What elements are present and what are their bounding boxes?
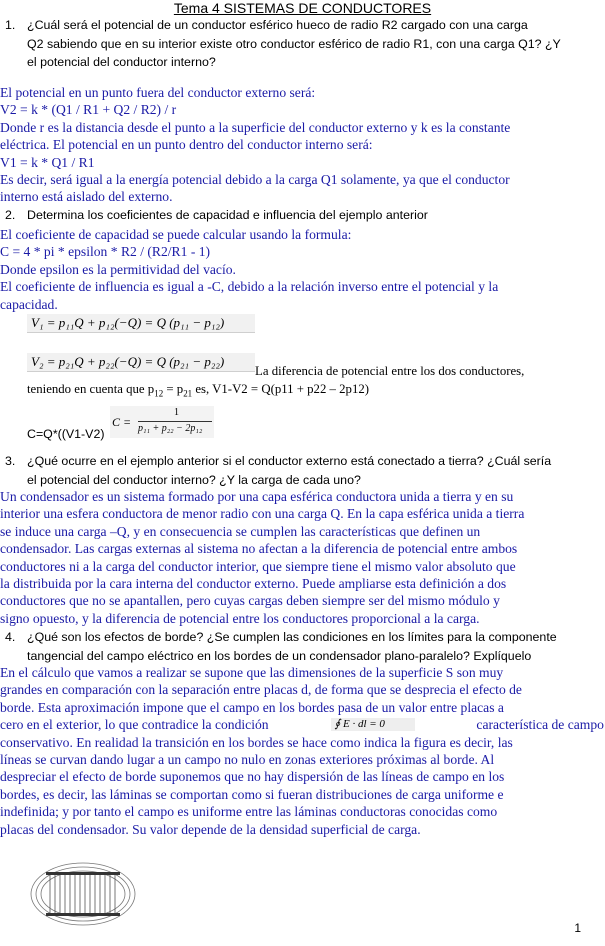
answer-4 bbox=[0, 664, 604, 838]
answer-2-line: C = 4 * pi * epsilon * R2 / (R2/R1 - 1) bbox=[0, 244, 211, 260]
answer-1-line: V2 = k * (Q1 / R1 + Q2 / R2) / r bbox=[0, 102, 177, 118]
formula-v2-image: V₂ = p₂₁Q + p₂₂(−Q) = Q (p₂₁ − p₂₂) bbox=[27, 353, 255, 372]
conservative-field-formula: ∮ E · dl = 0 bbox=[331, 718, 415, 731]
answer-2-line: capacidad. bbox=[0, 296, 58, 312]
answer-2-line: El coeficiente de influencia es igual a -C, debido a la relación inverso entre el potencial y la bbox=[0, 279, 499, 295]
answer-3-line: Un condensador es un sistema formado por una capa esférica conductora unida a tierra y en su bbox=[0, 489, 514, 504]
question-1 bbox=[5, 16, 604, 72]
fraction-bar bbox=[138, 421, 212, 422]
answer-4-line: conservativo. En realidad la transición en los bordes se hace como indica la figura es decir, las bbox=[0, 734, 513, 750]
bottom-plate bbox=[46, 913, 120, 916]
condition-text-b: característica de campo bbox=[476, 717, 604, 733]
answer-2-line: Donde epsilon es la permitividad del vacío. bbox=[0, 261, 236, 277]
answer-4-condition-line bbox=[0, 716, 604, 733]
pd-text-a: teniendo en cuenta que p bbox=[27, 382, 155, 396]
answer-4-line: grandes en comparación con la separación entre placas d, de forma que se desprecia el efecto de bbox=[0, 682, 522, 698]
document-title: Tema 4 SISTEMAS DE CONDUCTORES bbox=[173, 0, 432, 16]
formula-v1-image: V₁ = p₁₁Q + p₁₂(−Q) = Q (p₁₁ − p₁₂) bbox=[27, 314, 255, 333]
capacitance-equation-text: C=Q*((V1-V2) bbox=[27, 427, 105, 441]
potential-difference-text-2 bbox=[27, 380, 369, 403]
answer-3-line: la distribuida por la cara interna del conductor externo. Puede ampliarse esta definición a dos bbox=[0, 576, 507, 592]
fringe-line-inner bbox=[41, 871, 125, 917]
answer-4-line: líneas se curvan dando lugar a un campo no nulo en zonas exteriores próximas al borde. Al bbox=[0, 752, 495, 768]
answer-4-line: bordes, es decir, las láminas se comportan como si fueran distribuciones de carga uniforme e bbox=[0, 786, 504, 802]
question-4-line: ¿Qué son los efectos de borde? ¿Se cumplen las condiciones en los límites para la componente bbox=[27, 630, 557, 644]
question-1-line: Q2 sabiendo que en su interior existe otro conductor esférico de radio R1, con una carga Q1? ¿Y bbox=[27, 36, 561, 51]
answer-3-line: interior una esfera conductora de menor radio con una carga Q. En la capa esférica unida a tierra bbox=[0, 506, 525, 522]
question-3-line: ¿Qué ocurre en el ejemplo anterior si el conductor externo está conectado a tierra? ¿Cuál sería bbox=[27, 454, 552, 468]
answer-1-line: El potencial en un punto fuera del conductor externo será: bbox=[0, 85, 316, 100]
top-plate bbox=[46, 872, 120, 875]
formula-c-lhs: C = bbox=[112, 415, 132, 429]
answer-1-line: Donde r es la distancia desde el punto a la superficie del conductor externo y k es la constante bbox=[0, 119, 511, 135]
answer-2-line: El coeficiente de capacidad se puede calcular usando la formula: bbox=[0, 227, 352, 242]
pd-sub-2: 21 bbox=[183, 388, 193, 399]
question-3 bbox=[5, 452, 604, 489]
answer-4-line: En el cálculo que vamos a realizar se supone que las dimensiones de la superficie S son muy bbox=[0, 665, 504, 680]
formula-c-numerator: 1 bbox=[174, 407, 179, 418]
answer-3-line: condensador. Las cargas externas al sistema no afectan a la diferencia de potencial entre ambos bbox=[0, 541, 518, 557]
answer-3-line: se induce una carga –Q, y en consecuencia se cumplen las características que definen un bbox=[0, 523, 481, 539]
uniform-field-lines bbox=[50, 875, 115, 913]
question-1-line: ¿Cuál será el potencial de un conductor esférico hueco de radio R2 cargado con una carga bbox=[27, 18, 528, 32]
answer-4-line: borde. Esta aproximación impone que el campo en los bordes pasa de un valor entre placas a bbox=[0, 699, 504, 715]
answer-1 bbox=[0, 84, 604, 206]
question-4 bbox=[5, 628, 604, 665]
question-4-number: 4. bbox=[5, 630, 16, 644]
answer-1-line: interno está aislado del externo. bbox=[0, 189, 173, 205]
question-1-line: el potencial del conductor interno? bbox=[27, 55, 216, 70]
question-4-line: tangencial del campo eléctrico en los bordes de un condensador plano-paralelo? Explíquelo bbox=[27, 648, 532, 663]
capacitor-field-figure bbox=[28, 860, 138, 928]
potential-difference-text: La diferencia de potencial entre los dos conductores, bbox=[255, 364, 525, 378]
answer-2 bbox=[0, 226, 604, 313]
answer-4-line: indefinida; y por tanto el campo es uniforme entre las láminas conductoras conocidas como bbox=[0, 804, 498, 820]
question-3-number: 3. bbox=[5, 454, 16, 468]
question-2 bbox=[5, 206, 604, 225]
question-3-line: el potencial del conductor interno? ¿Y la carga de cada uno? bbox=[27, 472, 361, 487]
page-number: 1 bbox=[574, 921, 581, 935]
question-2-line: Determina los coeficientes de capacidad e influencia del ejemplo anterior bbox=[27, 208, 428, 222]
pd-text-b: = p bbox=[163, 382, 184, 396]
question-1-number: 1. bbox=[5, 18, 16, 32]
answer-4-line: despreciar el efecto de borde suponemos que no hay dispersión de las líneas de campo en los bbox=[0, 769, 505, 785]
question-2-number: 2. bbox=[5, 208, 16, 222]
answer-1-line: Es decir, será igual a la energía potencial debido a la carga Q1 solamente, ya que el conductor bbox=[0, 172, 510, 188]
pd-text-c: es, V1-V2 = Q(p11 + p22 – 2p12) bbox=[192, 382, 370, 396]
formula-c-image bbox=[110, 406, 214, 438]
condition-text-a: cero en el exterior, lo que contradice la condición bbox=[0, 717, 269, 733]
answer-3-line: signo opuesto, y la diferencia de potencial entre los conductores proporcional a la carga. bbox=[0, 610, 480, 626]
answer-1-line: V1 = k * Q1 / R1 bbox=[0, 154, 95, 170]
answer-4-line: placas del condensador. Su valor depende de la densidad superficial de carga. bbox=[0, 821, 421, 837]
answer-3-line: conductores ni a la carga del conductor interior, que siempre tiene el mismo valor absoluto que bbox=[0, 558, 516, 574]
answer-1-line: eléctrica. El potencial en un punto dentro del conductor interno será: bbox=[0, 137, 373, 153]
formula-c-denominator: p₁₁ + p₂₂ − 2p₁₂ bbox=[138, 423, 203, 434]
answer-3 bbox=[0, 488, 604, 627]
pd-sub-1: 12 bbox=[154, 388, 164, 399]
answer-3-line: conductores que no se apantallen, pero cuyas cargas deben siempre ser del mismo módulo y bbox=[0, 593, 500, 609]
